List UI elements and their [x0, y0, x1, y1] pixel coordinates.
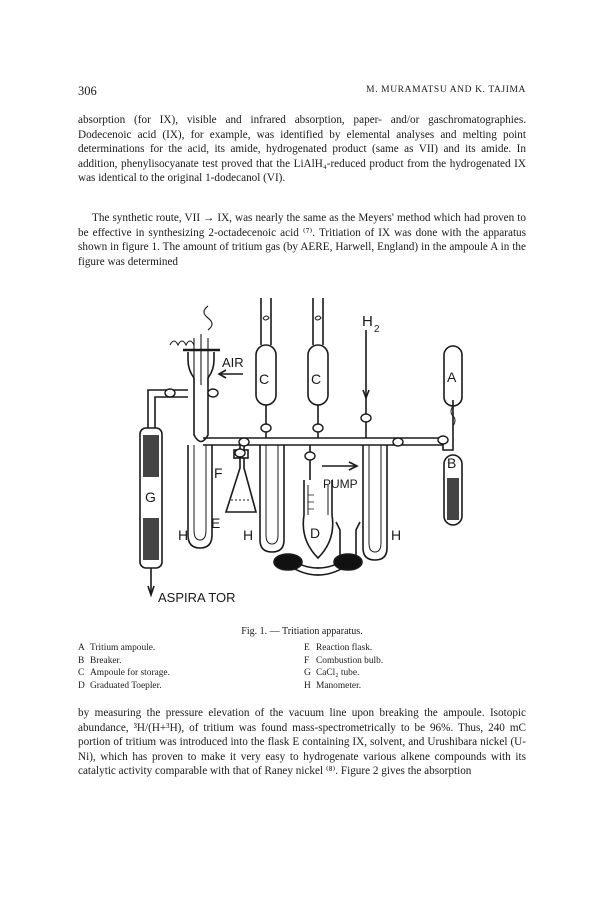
legend-key: C	[78, 668, 85, 678]
figure-tritiation-apparatus	[108, 290, 488, 620]
page-number: 306	[78, 84, 97, 98]
legend-item	[78, 655, 170, 668]
legend-key: E	[304, 643, 310, 653]
label-A: A	[447, 369, 457, 385]
label-G: G	[145, 489, 156, 505]
label-C1: C	[259, 371, 270, 387]
legend-text: Reaction flask.	[316, 643, 373, 653]
label-H2: H	[243, 527, 254, 543]
figure-caption: Fig. 1. — Tritiation apparatus.	[241, 626, 363, 637]
label-C2: C	[311, 371, 322, 387]
legend-key: A	[78, 643, 85, 653]
legend-column-right	[304, 642, 383, 692]
legend-key: B	[78, 655, 85, 666]
figure-legend	[78, 642, 526, 702]
legend-key: G	[304, 668, 311, 678]
label-H3: H	[391, 527, 402, 543]
running-head: M. MURAMATSU AND K. TAJIMA	[366, 85, 526, 95]
legend-key: H	[304, 680, 311, 691]
legend-column-left	[78, 642, 170, 692]
label-F: F	[214, 465, 223, 481]
label-B: B	[447, 455, 457, 471]
legend-text: CaCl₂ tube.	[316, 668, 360, 678]
legend-text: Breaker.	[90, 655, 122, 666]
label-D: D	[310, 525, 321, 541]
legend-text: Graduated Toepler.	[90, 680, 162, 691]
paragraph-3: by measuring the pressure elevation of the vacuum line upon breaking the ampoule. Isotopic abundance, ³H/(H+³H), of tritium was found mass-spectrometrically to be 96%. Thus, 240 mC portion of tritium was introduced into the flask E containing IX, solvent, and Urushibara nickel (U-Ni), which has proven to make it very easy to hydrogenate various alkene compounds with its catalytic activity comparable with that of Raney nickel ⁽⁸⁾. Figure 2 gives the absorption	[78, 707, 526, 778]
legend-key: D	[78, 680, 85, 691]
legend-text: Tritium ampoule.	[90, 643, 156, 653]
label-h2: H	[362, 313, 373, 330]
paragraph-2: The synthetic route, VII → IX, was nearly the same as the Meyers' method which had proven to be effective in synthesizing 2-octadecenoic acid ⁽⁷⁾. Tritiation of IX was done with the apparatus shown in figure 1. The amount of tritium gas (by AERE, Harwell, England) in the ampoule A in the figure was determined	[78, 212, 526, 268]
legend-item	[304, 642, 383, 655]
legend-item	[78, 642, 170, 655]
apparatus-diagram	[108, 290, 488, 620]
label-air: AIR	[222, 355, 244, 370]
legend-text: Ampoule for storage.	[90, 668, 170, 678]
legend-text: Manometer.	[316, 680, 362, 691]
legend-text: Combustion bulb.	[316, 655, 384, 666]
legend-item	[78, 680, 170, 693]
legend-key: F	[304, 655, 310, 666]
label-H1: H	[178, 527, 189, 543]
label-h2-subscript: 2	[374, 324, 380, 335]
legend-item	[78, 667, 170, 680]
label-pump: PUMP	[323, 477, 358, 491]
label-E: E	[211, 515, 221, 531]
page-header	[78, 84, 526, 98]
legend-item	[304, 655, 383, 668]
legend-item	[304, 680, 383, 693]
legend-item	[304, 667, 383, 680]
label-aspirator: ASPIRA TOR	[158, 590, 236, 605]
paragraph-1: absorption (for IX), visible and infrared absorption, paper- and/or gaschromatographies. Dodecenoic acid (IX), for example, was identified by elemental analyses and melting point determinations for the acid, its amide, hydrogenated product (same as VII) and its amide. In addition, phenylisocyanate test proved that the LiAlH₄-reduced product from the hydrogenated IX was identical to the original 1-dodecanol (VI).	[78, 114, 526, 185]
